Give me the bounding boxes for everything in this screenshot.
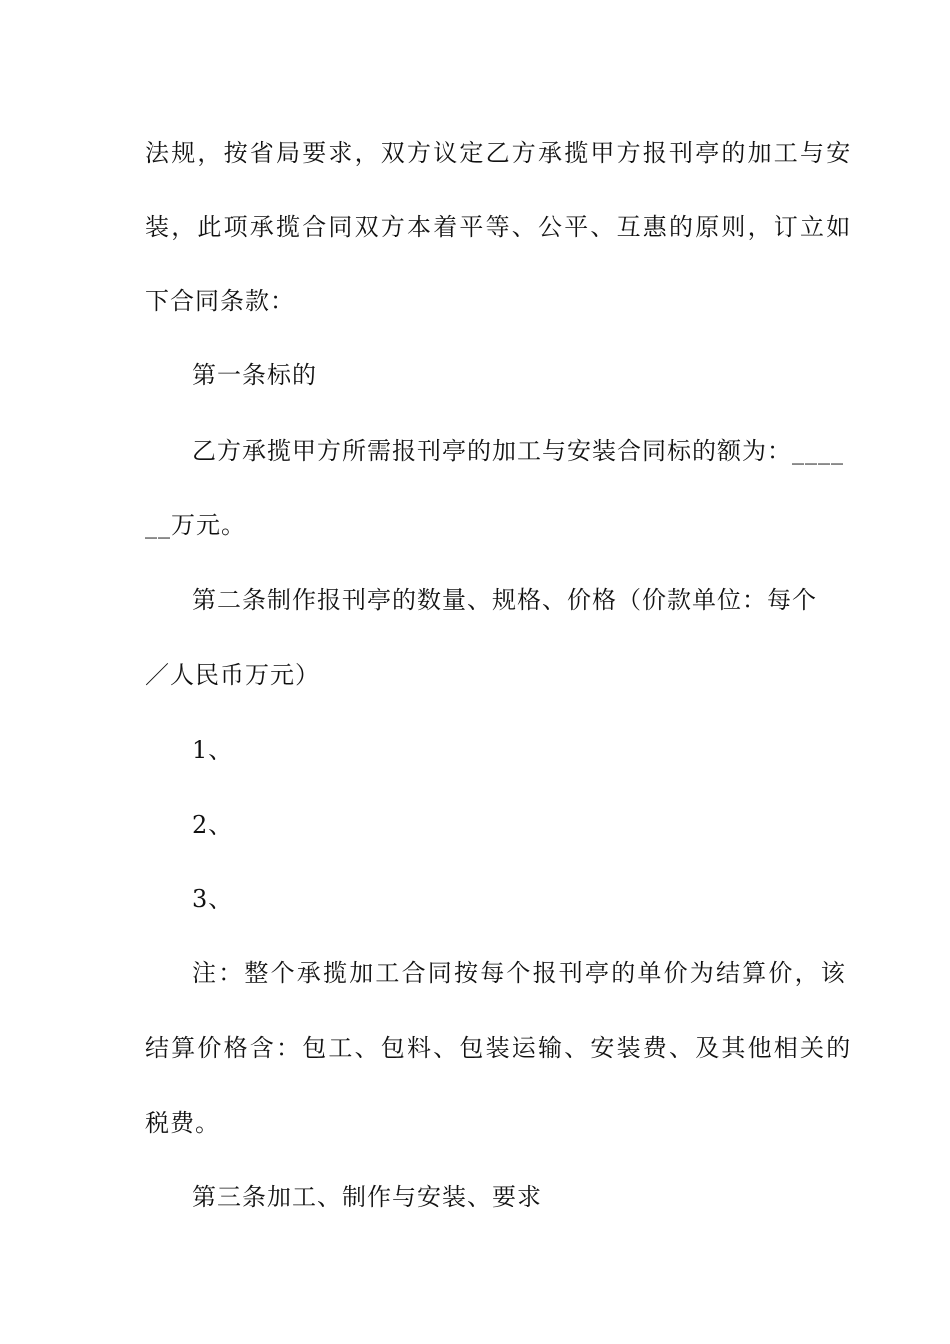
- paragraph-line-3: 下合同条款：: [145, 287, 295, 315]
- note-line-2: 结算价格含：包工、包料、包装运输、安装费、及其他相关的: [145, 1034, 853, 1062]
- paragraph-line-2: 装，此项承揽合同双方本着平等、公平、互惠的原则，订立如: [145, 213, 853, 241]
- note-line-1: 注：整个承揽加工合同按每个报刊亭的单价为结算价，该: [192, 959, 847, 987]
- list-item-1: 1、: [192, 736, 234, 764]
- note-line-3: 税费。: [145, 1109, 220, 1137]
- article-1-heading: 第一条标的: [192, 361, 317, 389]
- paragraph-line-1: 法规，按省局要求，双方议定乙方承揽甲方报刊亭的加工与安: [145, 139, 853, 167]
- list-item-3: 3、: [192, 885, 234, 913]
- article-3-heading: 第三条加工、制作与安装、要求: [192, 1183, 542, 1211]
- article-1-text-line-1: 乙方承揽甲方所需报刊亭的加工与安装合同标的额为：____: [192, 437, 844, 465]
- article-1-text-line-2: __万元。: [145, 511, 246, 539]
- list-item-2: 2、: [192, 811, 234, 839]
- article-2-heading-line-2: ／人民币万元）: [145, 661, 320, 689]
- article-2-heading-line-1: 第二条制作报刊亭的数量、规格、价格（价款单位：每个: [192, 586, 817, 614]
